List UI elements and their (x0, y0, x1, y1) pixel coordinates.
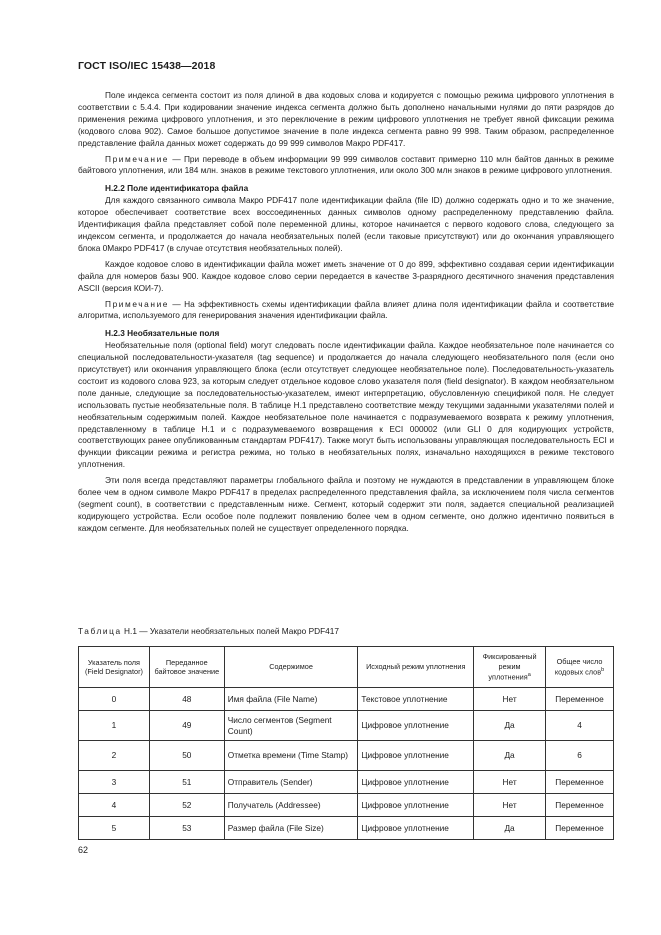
table-cell: Цифровое уплотнение (358, 741, 474, 771)
table-cell: 48 (149, 688, 224, 711)
table-cell: Число сегментов (Segment Count) (224, 711, 358, 741)
table-row (79, 794, 614, 817)
col-header-latched-mode: Фиксированный режим уплотнения$^a$ (474, 647, 546, 688)
note-label: Примечание (105, 153, 170, 164)
table-cell: Да (474, 711, 546, 741)
table-cell: 5 (79, 817, 150, 840)
col-header-content: Содержимое (224, 647, 358, 688)
main-content (78, 90, 614, 539)
col-header-byte-value: Переданное байтовое значение (149, 647, 224, 688)
paragraph-segment-index: Поле индекса сегмента состоит из поля длиной в два кодовых слова и кодируется с помощью режима цифрового уплотнения в соответствии с 5.4.4. При кодировании значение индекса сегмента должно быть дополнено начальными нулями до пяти разрядов до применения режима цифрового уплотнения, и это переключение в режим цифрового уплотнения не требует явной фиксации режима (кодового слова 902). Самое большое допустимое значение в поле индекса сегмента равно 99 998. Таким образом, распределенное представление файла данных может содержать до 99 999 символов Макро PDF417. (78, 90, 614, 148)
table-caption-text: Н.1 — Указатели необязательных полей Макро PDF417 (121, 626, 340, 636)
document-header: ГОСТ ISO/IEC 15438—2018 (78, 60, 216, 72)
table-caption-label: Таблица (78, 626, 122, 636)
table-cell: 50 (149, 741, 224, 771)
table-cell: Переменное (546, 817, 614, 840)
table-cell: Получатель (Addressee) (224, 794, 358, 817)
paragraph-optional-fields-1: Необязательные поля (optional field) могут следовать после идентификации файла. Каждое необязательное поле начинается со специальной последовательности-указателя (tag sequence) и продолжается до начала следующего необязательного поля (если оно присутствует) или окончания управляющего блока (если отсутствует следующее необязательное поле). Последовательность-указатель состоит из кодового слова 923, за которым следует отдельное кодовое слово указателя поля (field designator). В каждом необязательном поле данные, следующие за последовательностью-указателем, имеют интерпретацию, обусловленную спецификой поля. Не следует использовать пустые необязательные поля. В таблице Н.1 представлено соответствие между текущими заданными указателями полей и необязательным содержимым полей. Каждое необязательное поле начинается с подразумеваемого возврата к режиму уплотнения, представленному в таблице Н.1 и с подразумеваемого возвращения к ECI 000002 (или GLI 0 для кодирующих устройств, соответствующих ранее опубликованным стандартам PDF417). Также могут быть использованы управляющая последовательность ECI и функции фиксации режима и регистра режима, но только в необязательных полях, изначально находящихся в режиме текстового уплотнения. (78, 340, 614, 470)
table-row (79, 688, 614, 711)
table-cell: 49 (149, 711, 224, 741)
col-header-total-codewords: Общее число кодовых слов$^b$ (546, 647, 614, 688)
table-cell: 6 (546, 741, 614, 771)
table-cell: Цифровое уплотнение (358, 711, 474, 741)
paragraph-file-id-2: Каждое кодовое слово в идентификации файла может иметь значение от 0 до 899, эффективно создавая серии идентификации файла для номеров базы 900. Каждое кодовое слово серии передается в качестве 3-разрядного десятичного значения представления ASCII (версия КОИ-7). (78, 258, 614, 293)
table-cell: Да (474, 741, 546, 771)
table-cell: 0 (79, 688, 150, 711)
table-cell: 52 (149, 794, 224, 817)
table-cell: Цифровое уплотнение (358, 794, 474, 817)
note-text: — На эффективность схемы идентификации файла влияет длина поля идентификации файла и соответствие алгоритма, используемого для генерирования значения идентификации файла. (78, 298, 614, 321)
section-heading-h22: Н.2.2 Поле идентификатора файла (105, 183, 249, 194)
table-cell: 1 (79, 711, 150, 741)
table-caption (78, 626, 339, 636)
table-cell: 4 (79, 794, 150, 817)
table-cell: 51 (149, 771, 224, 794)
note-text: — При переводе в объем информации 99 999 символов составит примерно 110 млн байтов данных в режиме байтового уплотнения, или 184 млн. знаков в режиме текстового уплотнения, или около 300 млн знаков в режиме цифрового уплотнения. (78, 153, 614, 176)
section-heading-h23: Н.2.3 Необязательные поля (105, 328, 220, 339)
note-1 (78, 154, 614, 178)
table-cell: Отправитель (Sender) (224, 771, 358, 794)
table-cell: Размер файла (File Size) (224, 817, 358, 840)
note-2 (78, 299, 614, 323)
table-cell: Да (474, 817, 546, 840)
table-cell: Переменное (546, 688, 614, 711)
table-row (79, 771, 614, 794)
table-row (79, 741, 614, 771)
table-cell: Нет (474, 794, 546, 817)
col-header-field-designator: Указатель поля (Field Designator) (79, 647, 150, 688)
table-row (79, 817, 614, 840)
table-cell: 53 (149, 817, 224, 840)
table-cell: Цифровое уплотнение (358, 817, 474, 840)
table-header-row (79, 647, 614, 688)
table-row (79, 711, 614, 741)
table-cell: Переменное (546, 794, 614, 817)
paragraph-optional-fields-2: Эти поля всегда представляют параметры глобального файла и поэтому не нуждаются в представлении в управляющем блоке более чем в одном символе Макро PDF417 в пределах распределенного представления файла, за исключением поля числа сегментов (segment count), в соответствии с представленным ниже. Сегмент, который содержит эти поля, задается специальной реализацией кодирующего устройства. Если особое поле подлежит появлению более чем в одном сегменте, оно должно идентично появиться в каждом сегменте. Для необязательных полей не существует определенного порядка. (78, 475, 614, 533)
table-cell: Нет (474, 688, 546, 711)
col-header-initial-mode: Исходный режим уплотнения (358, 647, 474, 688)
table-cell: Цифровое уплотнение (358, 771, 474, 794)
table-cell: 4 (546, 711, 614, 741)
optional-fields-table (78, 646, 614, 840)
table-cell: Имя файла (File Name) (224, 688, 358, 711)
note-label: Примечание (105, 298, 170, 309)
table-cell: 3 (79, 771, 150, 794)
page-number: 62 (78, 845, 89, 855)
table-cell: Текстовое уплотнение (358, 688, 474, 711)
table-cell: Отметка времени (Time Stamp) (224, 741, 358, 771)
table-cell: 2 (79, 741, 150, 771)
table-cell: Нет (474, 771, 546, 794)
table-cell: Переменное (546, 771, 614, 794)
paragraph-file-id-1: Для каждого связанного символа Макро PDF417 поле идентификации файла (file ID) должно содержать одно и то же значение, которое обеспечивает соответствие всех воссоединенных данных символов одному распределенному представлению файла. Идентификация файла представляет собой поле переменной длины, которое начинается с первого кодового слова, следующего за индексом сегмента, и продолжается до начала необязательных полей (если таковые присутствуют) или до окончания управляющего блока 0Макро PDF417 (в случае отсутствия необязательных полей). (78, 195, 614, 253)
